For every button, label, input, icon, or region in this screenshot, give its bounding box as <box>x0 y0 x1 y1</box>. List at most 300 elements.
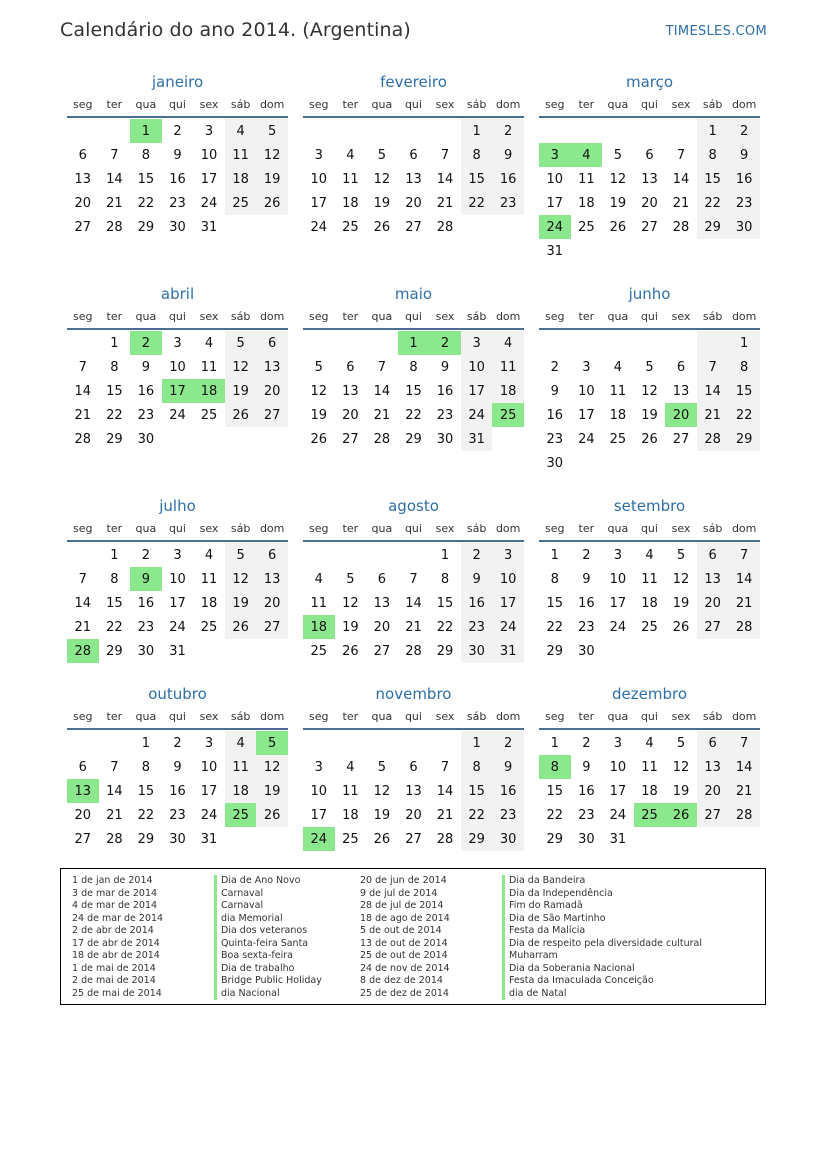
weekday-label: qua <box>135 521 157 535</box>
weekday-label: dom <box>731 521 757 535</box>
weekday-label: qui <box>640 709 658 723</box>
day-cell: 1 <box>697 119 729 143</box>
day-cell: 25 <box>342 831 359 847</box>
month-name: agosto <box>388 497 439 515</box>
month-name: outubro <box>148 685 207 703</box>
day-cell: 18 <box>641 783 658 799</box>
day-cell: 13 <box>256 567 288 591</box>
day-cell: 13 <box>405 171 422 187</box>
day-cell: 25 <box>342 219 359 235</box>
day-cell: 3 <box>314 759 323 775</box>
day-cell: 22 <box>106 407 123 423</box>
day-cell: 29 <box>728 427 760 451</box>
day-cell: 20 <box>256 379 288 403</box>
weekday-header <box>539 516 760 542</box>
holiday-name: Dia dos veteranos <box>214 925 360 938</box>
weekday-label: ter <box>342 97 359 111</box>
day-cell: 4 <box>645 547 654 563</box>
day-cell: 22 <box>546 807 564 823</box>
weekday-label: sáb <box>466 97 487 111</box>
day-cell: 13 <box>697 755 729 779</box>
holiday-day-cell: 26 <box>665 803 697 827</box>
empty-day-cell <box>366 119 398 143</box>
day-cell: 19 <box>310 407 328 423</box>
holiday-day-cell: 5 <box>256 731 288 755</box>
weekday-label: dom <box>495 309 521 323</box>
day-cell: 29 <box>137 219 155 235</box>
day-cell: 14 <box>106 171 123 187</box>
day-cell: 29 <box>546 643 564 659</box>
holiday-day-cell: 9 <box>130 567 162 591</box>
day-cell: 27 <box>672 431 690 447</box>
day-cell: 21 <box>697 403 729 427</box>
day-cell: 21 <box>672 195 690 211</box>
day-cell: 19 <box>342 619 359 635</box>
day-cell: 14 <box>697 379 729 403</box>
day-cell: 31 <box>546 243 564 259</box>
day-cell: 5 <box>225 543 257 567</box>
day-cell: 2 <box>492 731 524 755</box>
holiday-date: 4 de mar de 2014 <box>72 900 158 911</box>
weekday-label: qui <box>168 97 186 111</box>
day-cell: 18 <box>225 167 257 191</box>
brand-link[interactable]: TIMESLES.COM <box>665 24 767 39</box>
day-cell: 5 <box>346 571 355 587</box>
weekday-label: qui <box>404 521 422 535</box>
day-cell: 21 <box>373 407 391 423</box>
month-name: dezembro <box>612 685 687 703</box>
day-cell: 26 <box>672 619 690 635</box>
weekday-label: sex <box>199 309 219 323</box>
day-cell: 6 <box>676 359 686 375</box>
empty-day-cell <box>429 731 461 755</box>
day-cell: 22 <box>697 191 729 215</box>
days-grid <box>303 331 524 451</box>
weekday-label: qui <box>168 709 186 723</box>
holiday-date: 13 de out de 2014 <box>360 937 448 949</box>
holiday-day-cell: 1 <box>398 331 430 355</box>
day-cell: 12 <box>225 567 257 591</box>
weekday-header <box>67 92 288 118</box>
weekday-label: qui <box>640 97 658 111</box>
day-cell: 8 <box>141 759 151 775</box>
holiday-date: 3 de mar de 2014 <box>72 887 158 899</box>
day-cell: 2 <box>173 123 182 139</box>
day-cell: 14 <box>436 171 454 187</box>
day-cell: 6 <box>377 571 387 587</box>
day-cell: 4 <box>314 571 323 587</box>
day-cell: 31 <box>200 219 218 235</box>
holiday-date: 20 de jun de 2014 <box>360 875 447 886</box>
day-cell: 18 <box>641 595 658 611</box>
day-cell: 6 <box>346 359 355 375</box>
holiday-day-cell: 24 <box>303 827 335 851</box>
weekday-label: qua <box>607 521 629 535</box>
day-cell: 4 <box>346 759 355 775</box>
weekday-label: qua <box>371 709 393 723</box>
weekday-label: dom <box>259 709 285 723</box>
weekday-label: seg <box>309 97 329 111</box>
day-cell: 17 <box>200 171 218 187</box>
holiday-date: 24 de nov de 2014 <box>360 962 450 974</box>
day-cell: 10 <box>546 171 564 187</box>
day-cell: 9 <box>461 567 493 591</box>
weekday-label: dom <box>259 309 285 323</box>
day-cell: 15 <box>436 595 454 611</box>
day-cell: 20 <box>697 779 729 803</box>
day-cell: 15 <box>137 171 155 187</box>
day-cell: 16 <box>728 167 760 191</box>
day-cell: 11 <box>578 171 595 187</box>
holiday-date: 2 de abr de 2014 <box>72 925 154 936</box>
day-cell: 28 <box>405 643 422 659</box>
day-cell: 26 <box>256 803 288 827</box>
day-cell: 30 <box>436 431 454 447</box>
day-cell: 1 <box>110 547 119 563</box>
day-cell: 16 <box>546 407 564 423</box>
weekday-label: sáb <box>230 521 251 535</box>
weekday-label: seg <box>73 97 93 111</box>
day-cell: 5 <box>645 359 654 375</box>
month-block <box>67 72 288 284</box>
day-cell: 13 <box>342 383 359 399</box>
day-cell: 30 <box>461 639 493 663</box>
day-cell: 20 <box>405 195 422 211</box>
day-cell: 8 <box>461 143 493 167</box>
weekday-label: sex <box>199 97 219 111</box>
weekday-label: dom <box>731 309 757 323</box>
empty-day-cell <box>335 331 367 355</box>
day-cell: 15 <box>461 779 493 803</box>
holiday-date: 8 de dez de 2014 <box>360 975 443 986</box>
weekday-label: seg <box>309 521 329 535</box>
day-cell: 25 <box>200 619 218 635</box>
weekday-label: ter <box>342 709 359 723</box>
holiday-day-cell: 4 <box>571 143 603 167</box>
day-cell: 22 <box>405 407 422 423</box>
day-cell: 21 <box>405 619 422 635</box>
day-cell: 2 <box>173 735 182 751</box>
weekday-header <box>303 704 524 730</box>
holiday-name: Festa da Imaculada Conceição <box>502 975 760 988</box>
day-cell: 6 <box>256 543 288 567</box>
days-grid <box>67 119 288 239</box>
day-cell: 7 <box>409 571 418 587</box>
day-cell: 8 <box>461 755 493 779</box>
day-cell: 9 <box>141 359 151 375</box>
day-cell: 2 <box>582 547 591 563</box>
day-cell: 12 <box>641 383 658 399</box>
empty-day-cell <box>303 543 335 567</box>
holiday-day-cell: 24 <box>539 215 571 239</box>
weekday-label: sáb <box>230 97 251 111</box>
weekday-label: sex <box>435 309 455 323</box>
day-cell: 12 <box>256 755 288 779</box>
day-cell: 21 <box>106 807 123 823</box>
day-cell: 24 <box>200 195 218 211</box>
holiday-name: Festa da Malícia <box>502 925 760 938</box>
day-cell: 20 <box>697 591 729 615</box>
holiday-name: Dia da Soberania Nacional <box>502 963 760 976</box>
day-cell: 6 <box>697 731 729 755</box>
day-cell: 8 <box>728 355 760 379</box>
day-cell: 26 <box>373 831 391 847</box>
day-cell: 16 <box>492 779 524 803</box>
weekday-label: sex <box>671 521 691 535</box>
day-cell: 7 <box>78 571 87 587</box>
holiday-name: Bridge Public Holiday <box>214 975 360 988</box>
empty-day-cell <box>571 331 603 355</box>
empty-day-cell <box>366 331 398 355</box>
day-cell: 10 <box>578 383 595 399</box>
day-cell: 28 <box>106 831 123 847</box>
day-cell: 3 <box>613 547 623 563</box>
days-grid <box>539 331 760 475</box>
day-cell: 2 <box>582 735 591 751</box>
day-cell: 29 <box>461 827 493 851</box>
weekday-label: dom <box>495 97 521 111</box>
day-cell: 28 <box>106 219 123 235</box>
holiday-name: Muharram <box>502 950 760 963</box>
weekday-label: sex <box>435 521 455 535</box>
day-cell: 21 <box>74 619 92 635</box>
day-cell: 17 <box>609 783 627 799</box>
day-cell: 17 <box>169 595 186 611</box>
holiday-name: dia de Natal <box>502 988 760 1001</box>
weekday-label: qua <box>135 97 157 111</box>
day-cell: 9 <box>492 143 524 167</box>
day-cell: 25 <box>225 191 257 215</box>
holiday-name: Carnaval <box>214 900 360 913</box>
weekday-label: sex <box>199 521 219 535</box>
empty-day-cell <box>665 119 697 143</box>
day-cell: 27 <box>342 431 359 447</box>
weekday-header <box>539 704 760 730</box>
day-cell: 14 <box>74 383 92 399</box>
holiday-date: 1 de jan de 2014 <box>72 875 153 886</box>
day-cell: 26 <box>609 219 627 235</box>
holiday-date: 28 de jul de 2014 <box>360 900 444 911</box>
weekday-label: qua <box>371 97 393 111</box>
day-cell: 2 <box>492 119 524 143</box>
day-cell: 30 <box>578 643 595 659</box>
day-cell: 1 <box>461 119 493 143</box>
weekday-header <box>67 304 288 330</box>
day-cell: 1 <box>440 547 450 563</box>
weekday-label: seg <box>73 521 93 535</box>
day-cell: 8 <box>110 359 119 375</box>
day-cell: 20 <box>74 807 92 823</box>
day-cell: 17 <box>609 595 627 611</box>
day-cell: 27 <box>405 831 422 847</box>
weekday-label: seg <box>545 521 565 535</box>
day-cell: 24 <box>609 619 627 635</box>
day-cell: 12 <box>342 595 359 611</box>
day-cell: 22 <box>728 403 760 427</box>
empty-day-cell <box>634 119 666 143</box>
day-cell: 12 <box>672 571 690 587</box>
weekday-header <box>539 92 760 118</box>
day-cell: 1 <box>728 331 760 355</box>
empty-day-cell <box>398 543 430 567</box>
day-cell: 14 <box>436 783 454 799</box>
day-cell: 13 <box>697 567 729 591</box>
day-cell: 28 <box>74 431 92 447</box>
day-cell: 5 <box>377 147 387 163</box>
holiday-name: Dia de respeito pela diversidade cultural <box>502 938 760 951</box>
holiday-date: 18 de abr de 2014 <box>72 950 160 961</box>
day-cell: 16 <box>578 595 595 611</box>
day-cell: 24 <box>169 407 186 423</box>
day-cell: 23 <box>461 615 493 639</box>
weekday-label: qua <box>607 709 629 723</box>
day-cell: 24 <box>169 619 186 635</box>
holiday-date: 5 de out de 2014 <box>360 925 442 936</box>
day-cell: 20 <box>405 807 422 823</box>
day-cell: 31 <box>609 831 627 847</box>
weekday-label: qua <box>371 521 393 535</box>
holiday-day-cell: 20 <box>665 403 697 427</box>
weekday-label: sáb <box>230 709 251 723</box>
month-name: maio <box>394 285 433 303</box>
day-cell: 23 <box>728 191 760 215</box>
day-cell: 16 <box>578 783 595 799</box>
day-cell: 27 <box>697 615 729 639</box>
day-cell: 28 <box>672 219 690 235</box>
day-cell: 2 <box>728 119 760 143</box>
day-cell: 24 <box>310 219 328 235</box>
day-cell: 4 <box>346 147 355 163</box>
day-cell: 26 <box>225 403 257 427</box>
weekday-label: ter <box>106 309 123 323</box>
empty-day-cell <box>335 543 367 567</box>
weekday-label: ter <box>106 97 123 111</box>
day-cell: 1 <box>110 335 119 351</box>
weekday-label: sex <box>435 709 455 723</box>
day-cell: 18 <box>342 195 359 211</box>
day-cell: 23 <box>436 407 454 423</box>
weekday-label: dom <box>259 521 285 535</box>
holiday-legend <box>60 868 766 1005</box>
day-cell: 11 <box>200 359 218 375</box>
day-cell: 24 <box>578 431 595 447</box>
day-cell: 17 <box>310 807 328 823</box>
day-cell: 29 <box>697 215 729 239</box>
weekday-label: seg <box>309 709 329 723</box>
day-cell: 18 <box>225 779 257 803</box>
day-cell: 23 <box>137 619 155 635</box>
day-cell: 29 <box>106 431 123 447</box>
empty-day-cell <box>303 731 335 755</box>
holiday-date: 9 de jul de 2014 <box>360 887 438 899</box>
day-cell: 13 <box>641 171 658 187</box>
empty-day-cell <box>571 119 603 143</box>
weekday-label: qua <box>135 309 157 323</box>
day-cell: 22 <box>137 807 155 823</box>
days-grid <box>303 543 524 663</box>
day-cell: 7 <box>676 147 686 163</box>
empty-day-cell <box>602 119 634 143</box>
weekday-label: qui <box>404 309 422 323</box>
weekday-label: qua <box>135 709 157 723</box>
day-cell: 18 <box>492 379 524 403</box>
day-cell: 8 <box>141 147 151 163</box>
weekday-label: sáb <box>702 709 723 723</box>
day-cell: 16 <box>137 383 155 399</box>
weekday-label: sex <box>671 97 691 111</box>
month-name: junho <box>628 285 671 303</box>
holiday-date: 25 de mai de 2014 <box>72 987 162 999</box>
holiday-day-cell: 2 <box>130 331 162 355</box>
day-cell: 4 <box>492 331 524 355</box>
weekday-label: dom <box>259 97 285 111</box>
holiday-date: 25 de dez de 2014 <box>360 987 449 999</box>
day-cell: 10 <box>461 355 493 379</box>
day-cell: 18 <box>578 195 595 211</box>
day-cell: 26 <box>225 615 257 639</box>
day-cell: 11 <box>342 783 359 799</box>
day-cell: 12 <box>256 143 288 167</box>
holiday-day-cell: 28 <box>67 639 99 663</box>
weekday-label: sáb <box>466 309 487 323</box>
day-cell: 3 <box>173 547 182 563</box>
empty-day-cell <box>303 331 335 355</box>
day-cell: 13 <box>373 595 391 611</box>
day-cell: 3 <box>173 335 182 351</box>
day-cell: 30 <box>137 431 155 447</box>
month-name: abril <box>160 285 195 303</box>
day-cell: 7 <box>728 543 760 567</box>
day-cell: 19 <box>256 167 288 191</box>
weekday-label: ter <box>578 709 595 723</box>
weekday-header <box>539 304 760 330</box>
day-cell: 19 <box>641 407 658 423</box>
day-cell: 25 <box>310 643 328 659</box>
day-cell: 5 <box>314 359 323 375</box>
day-cell: 16 <box>436 383 454 399</box>
day-cell: 27 <box>373 643 391 659</box>
day-cell: 19 <box>225 379 257 403</box>
day-cell: 8 <box>110 571 119 587</box>
day-cell: 16 <box>137 595 155 611</box>
month-block <box>67 284 288 496</box>
empty-day-cell <box>398 119 430 143</box>
day-cell: 12 <box>310 383 328 399</box>
day-cell: 16 <box>169 783 186 799</box>
weekday-label: sex <box>671 709 691 723</box>
day-cell: 13 <box>256 355 288 379</box>
empty-day-cell <box>67 331 99 355</box>
day-cell: 17 <box>492 591 524 615</box>
month-block <box>303 496 524 708</box>
weekday-label: seg <box>73 309 93 323</box>
empty-day-cell <box>398 731 430 755</box>
day-cell: 19 <box>225 591 257 615</box>
day-cell: 21 <box>106 195 123 211</box>
holiday-day-cell: 18 <box>303 615 335 639</box>
day-cell: 12 <box>609 171 627 187</box>
day-cell: 11 <box>342 171 359 187</box>
day-cell: 29 <box>546 831 564 847</box>
day-cell: 16 <box>461 591 493 615</box>
day-cell: 26 <box>641 431 658 447</box>
day-cell: 11 <box>225 755 257 779</box>
holiday-day-cell: 25 <box>225 803 257 827</box>
empty-day-cell <box>665 331 697 355</box>
day-cell: 3 <box>204 123 214 139</box>
day-cell: 19 <box>373 195 391 211</box>
day-cell: 17 <box>461 379 493 403</box>
